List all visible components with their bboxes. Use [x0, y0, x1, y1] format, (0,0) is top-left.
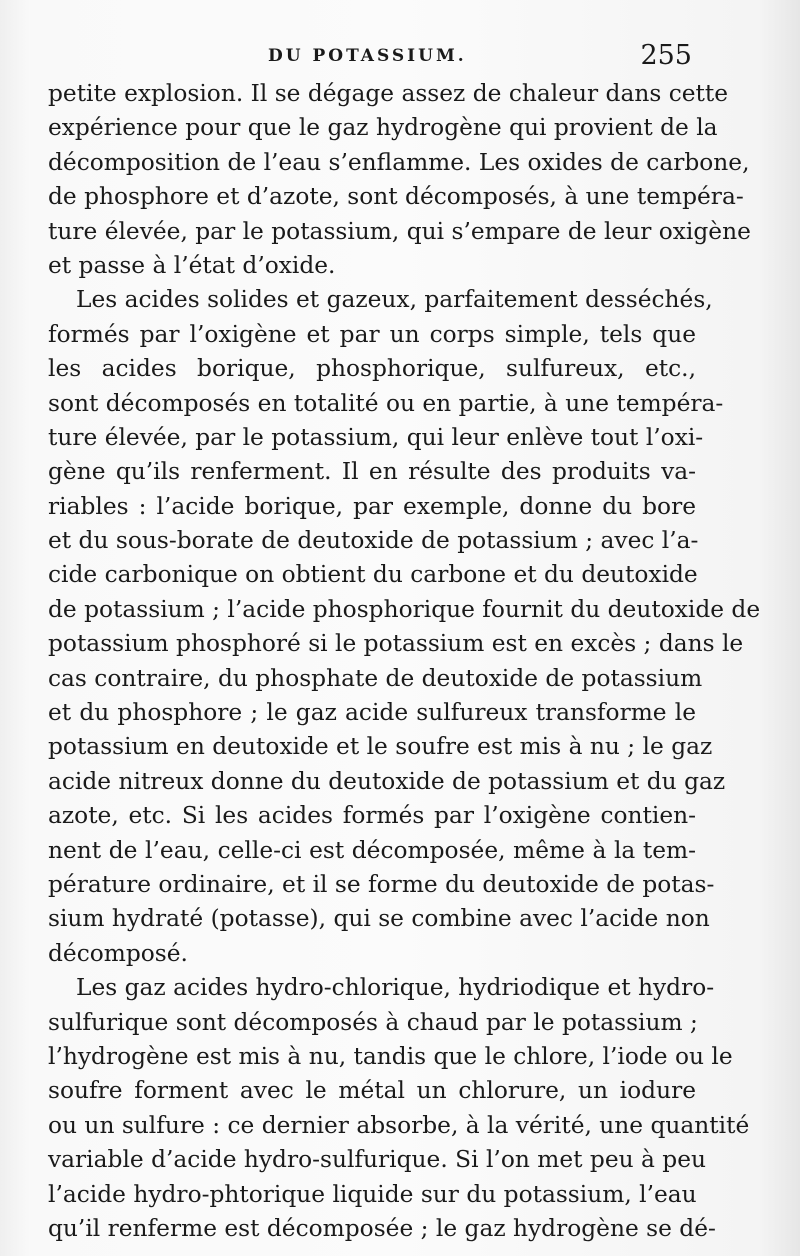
text-line: formés par l’oxigène et par un corps simple, tels que [48, 320, 696, 348]
running-head: DU POTASSIUM. [268, 46, 467, 66]
text-line: Les acides solides et gazeux, parfaitement desséchés, [76, 286, 713, 314]
text-line: potassium en deutoxide et le soufre est mis à nu ; le gaz [48, 733, 713, 761]
text-line: sont décomposés en totalité ou en partie, à une tempéra- [48, 389, 724, 417]
page-number: 255 [640, 40, 692, 71]
text-line: l’acide hydro-phtorique liquide sur du potassium, l’eau [48, 1180, 697, 1208]
text-line: et du sous-borate de deutoxide de potassium ; avec l’a- [48, 527, 699, 555]
text-line: les acides borique, phosphorique, sulfureux, etc., [48, 355, 696, 383]
text-line: azote, etc. Si les acides formés par l’oxigène contien- [48, 802, 696, 830]
page-header [48, 40, 696, 76]
text-line: acide nitreux donne du deutoxide de potassium et du gaz [48, 767, 726, 795]
text-line: potassium phosphoré si le potassium est en excès ; dans le [48, 630, 744, 658]
text-line: décomposition de l’eau s’enflamme. Les oxides de carbone, [48, 148, 750, 176]
text-line: ou un sulfure : ce dernier absorbe, à la vérité, une quantité [48, 1111, 750, 1139]
text-line: cide carbonique on obtient du carbone et du deutoxide [48, 561, 698, 589]
text-line: gène qu’ils renferment. Il en résulte des produits va- [48, 458, 696, 486]
text-line: l’hydrogène est mis à nu, tandis que le chlore, l’iode ou le [48, 1042, 733, 1070]
text-line: ture élevée, par le potassium, qui s’empare de leur oxigène [48, 217, 751, 245]
text-line: de phosphore et d’azote, sont décomposés, à une tempéra- [48, 183, 744, 211]
text-line: et du phosphore ; le gaz acide sulfureux transforme le [48, 699, 696, 727]
text-line: expérience pour que le gaz hydrogène qui provient de la [48, 114, 718, 142]
text-line: soufre forment avec le métal un chlorure, un iodure [48, 1077, 696, 1105]
text-line: variable d’acide hydro-sulfurique. Si l’on met peu à peu [48, 1146, 707, 1174]
text-line: petite explosion. Il se dégage assez de chaleur dans cette [48, 80, 729, 107]
text-line: riables : l’acide borique, par exemple, donne du bore [48, 492, 696, 520]
text-line: et passe à l’état d’oxide. [48, 251, 336, 279]
text-line: qu’il renferme est décomposée ; le gaz hydrogène se dé- [48, 1214, 716, 1242]
body-text [48, 77, 761, 1246]
text-line: pérature ordinaire, et il se forme du deutoxide de potas- [48, 870, 715, 898]
text-line: sium hydraté (potasse), qui se combine avec l’acide non [48, 905, 710, 933]
text-line: cas contraire, du phosphate de deutoxide de potassium [48, 664, 703, 692]
text-line: sulfurique sont décomposés à chaud par le potassium ; [48, 1008, 698, 1036]
text-line: nent de l’eau, celle-ci est décomposée, même à la tem- [48, 836, 696, 864]
text-line: ture élevée, par le potassium, qui leur enlève tout l’oxi- [48, 423, 704, 451]
text-line: Les gaz acides hydro-chlorique, hydriodique et hydro- [76, 974, 715, 1002]
text-line: de potassium ; l’acide phosphorique fournit du deutoxide de [48, 595, 761, 623]
text-line: décomposé. [48, 939, 188, 967]
